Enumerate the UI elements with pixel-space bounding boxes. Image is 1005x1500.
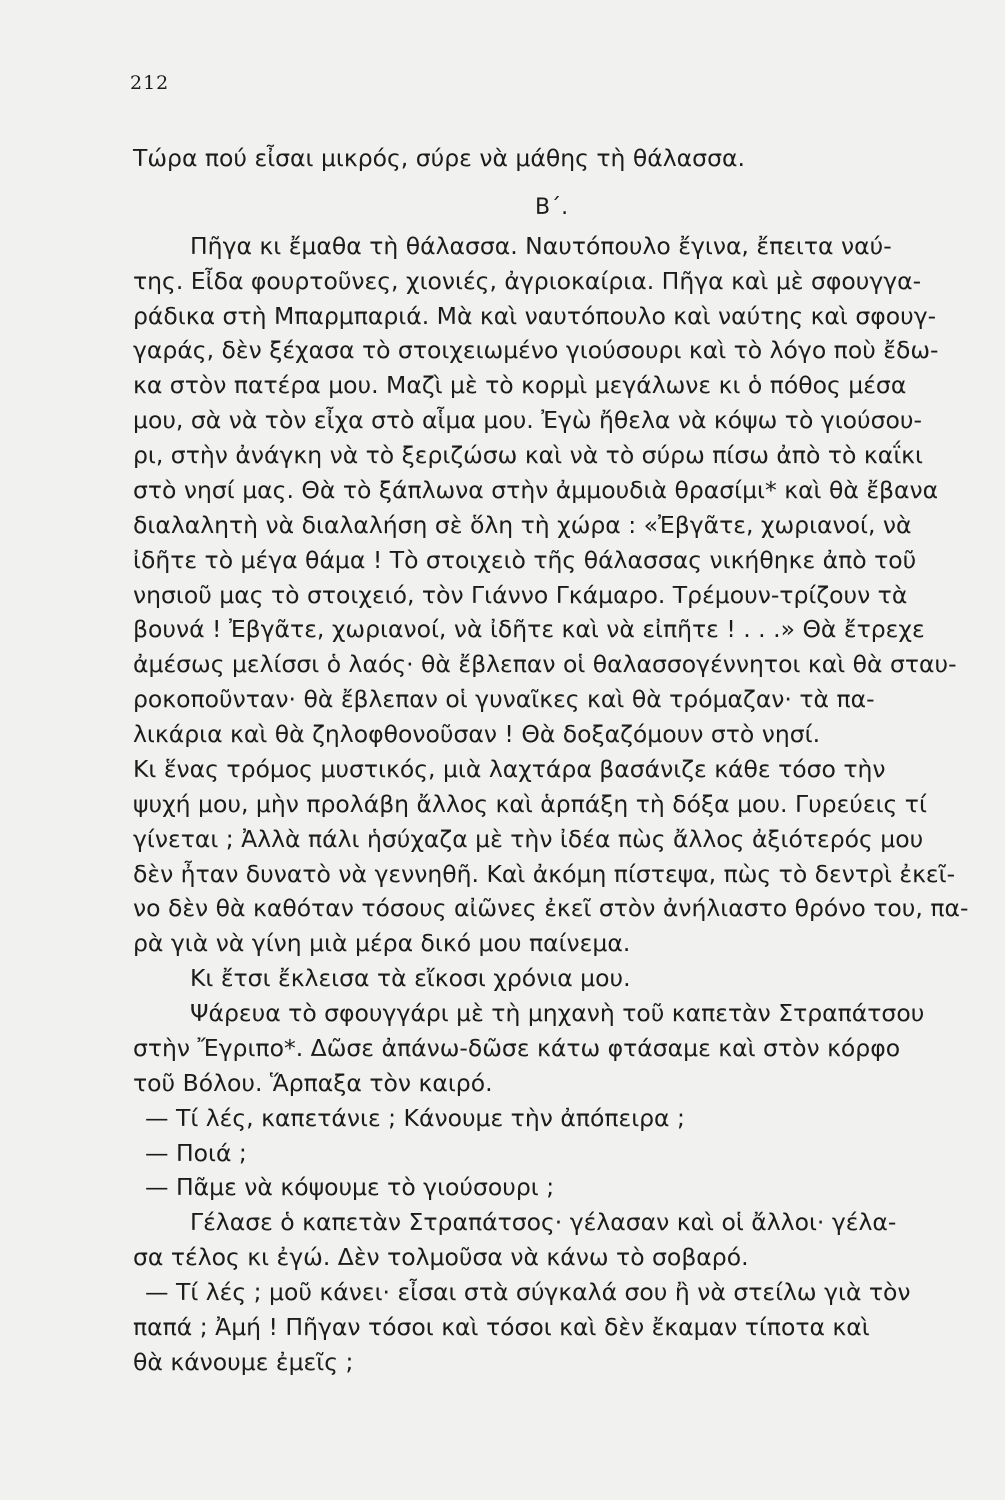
text-line: στὸ νησί μας. Θὰ τὸ ξάπλωνα στὴν ἀμμουδιὰ θρασίμι* καὶ θὰ ἔβανα [133, 476, 939, 504]
text-line: Κι ἔτσι ἔκλεισα τὰ εἴκοσι χρόνια μου. [190, 964, 631, 992]
text-line: ράδικα στὴ Μπαρμπαριά. Μὰ καὶ ναυτόπουλο καὶ ναύτης καὶ σφουγ- [133, 302, 937, 330]
text-line: μου, σὰ νὰ τὸν εἶχα στὸ αἷμα μου. Ἐγὼ ἤθελα νὰ κόψω τὸ γιούσου- [133, 406, 922, 434]
text-line: δὲν ἦταν δυνατὸ νὰ γεννηθῆ. Καὶ ἀκόμη πίστεψα, πὼς τὸ δεντρὶ ἐκεῖ- [133, 860, 956, 888]
text-line: γίνεται ; Ἀλλὰ πάλι ἡσύχαζα μὲ τὴν ἰδέα πὼς ἄλλος ἀξιότερός μου [133, 825, 924, 853]
text-line: παπά ; Ἀμή ! Πῆγαν τόσοι καὶ τόσοι καὶ δὲν ἔκαμαν τίποτα καὶ [133, 1313, 870, 1341]
text-line: ρὰ γιὰ νὰ γίνη μιὰ μέρα δικό μου παίνεμα. [133, 929, 631, 957]
text-line: σα τέλος κι ἐγώ. Δὲν τολμοῦσα νὰ κάνω τὸ σοβαρό. [133, 1243, 749, 1271]
page-number: 212 [130, 72, 170, 94]
text-line: ρι, στὴν ἀνάγκη νὰ τὸ ξεριζώσω καὶ νὰ τὸ σύρω πίσω ἀπὸ τὸ καΐκι [133, 441, 923, 469]
text-line: ἀμέσως μελίσσι ὁ λαός· θὰ ἔβλεπαν οἱ θαλασσογέννητοι καὶ θὰ σταυ- [133, 650, 957, 678]
text-line: θὰ κάνουμε ἐμεῖς ; [133, 1348, 354, 1376]
text-line: νησιοῦ μας τὸ στοιχειό, τὸν Γιάννο Γκάμαρο. Τρέμουν-τρίζουν τὰ [133, 581, 908, 609]
dialogue-line: — Ποιά ; [145, 1139, 247, 1167]
text-line: λικάρια καὶ θὰ ζηλοφθονοῦσαν ! Θὰ δοξαζόμουν στὸ νησί. [133, 720, 821, 748]
text-line: διαλαλητὴ νὰ διαλαλήση σὲ ὅλη τὴ χώρα : «Ἐβγᾶτε, χωριανοί, νὰ [133, 511, 912, 539]
text-line: κα στὸν πατέρα μου. Μαζὶ μὲ τὸ κορμὶ μεγάλωνε κι ὁ πόθος μέσα [133, 371, 907, 399]
text-line: ἰδῆτε τὸ μέγα θάμα ! Τὸ στοιχειὸ τῆς θάλασσας νικήθηκε ἀπὸ τοῦ [133, 546, 917, 574]
text-line: ψυχή μου, μὴν προλάβη ἄλλος καὶ ἁρπάξη τὴ δόξα μου. Γυρεύεις τί [133, 790, 927, 818]
text-line: Πῆγα κι ἔμαθα τὴ θάλασσα. Ναυτόπουλο ἔγινα, ἔπειτα ναύ- [190, 232, 892, 260]
text-line: βουνά ! Ἐβγᾶτε, χωριανοί, νὰ ἰδῆτε καὶ νὰ εἰπῆτε ! . . .» Θὰ ἔτρεχε [133, 615, 925, 643]
text-line: της. Εἶδα φουρτοῦνες, χιονιές, ἀγριοκαίρια. Πῆγα καὶ μὲ σφουγγα- [133, 267, 922, 295]
text-line: στὴν Ἔγριπο*. Δῶσε ἀπάνω-δῶσε κάτω φτάσαμε καὶ στὸν κόρφο [133, 1034, 901, 1062]
text-line: Κι ἕνας τρόμος μυστικός, μιὰ λαχτάρα βασάνιζε κάθε τόσο τὴν [133, 755, 886, 783]
text-line: Γέλασε ὁ καπετὰν Στραπάτσος· γέλασαν καὶ οἱ ἄλλοι· γέλα- [190, 1208, 897, 1236]
dialogue-line: — Τί λές ; μοῦ κάνει· εἶσαι στὰ σύγκαλά σου ἢ νὰ στείλω γιὰ τὸν [145, 1278, 911, 1306]
text-line: νο δὲν θὰ καθόταν τόσους αἰῶνες ἐκεῖ στὸν ἀνήλιαστο θρόνο του, πα- [133, 894, 969, 922]
text-line: Τώρα πού εἶσαι μικρός, σύρε νὰ μάθης τὴ θάλασσα. [133, 144, 745, 172]
text-line: τοῦ Βόλου. Ἅρπαξα τὸν καιρό. [133, 1069, 493, 1097]
section-heading: Β΄. [535, 195, 569, 220]
text-line: ροκοποῦνταν· θὰ ἔβλεπαν οἱ γυναῖκες καὶ θὰ τρόμαζαν· τὰ πα- [133, 685, 875, 713]
dialogue-line: — Πᾶμε νὰ κόψουμε τὸ γιούσουρι ; [145, 1173, 555, 1201]
text-line: γαράς, δὲν ξέχασα τὸ στοιχειωμένο γιούσουρι καὶ τὸ λόγο ποὺ ἔδω- [133, 336, 939, 364]
text-line: Ψάρευα τὸ σφουγγάρι μὲ τὴ μηχανὴ τοῦ καπετὰν Στραπάτσου [190, 999, 925, 1027]
dialogue-line: — Τί λές, καπετάνιε ; Κάνουμε τὴν ἀπόπειρα ; [145, 1104, 685, 1132]
